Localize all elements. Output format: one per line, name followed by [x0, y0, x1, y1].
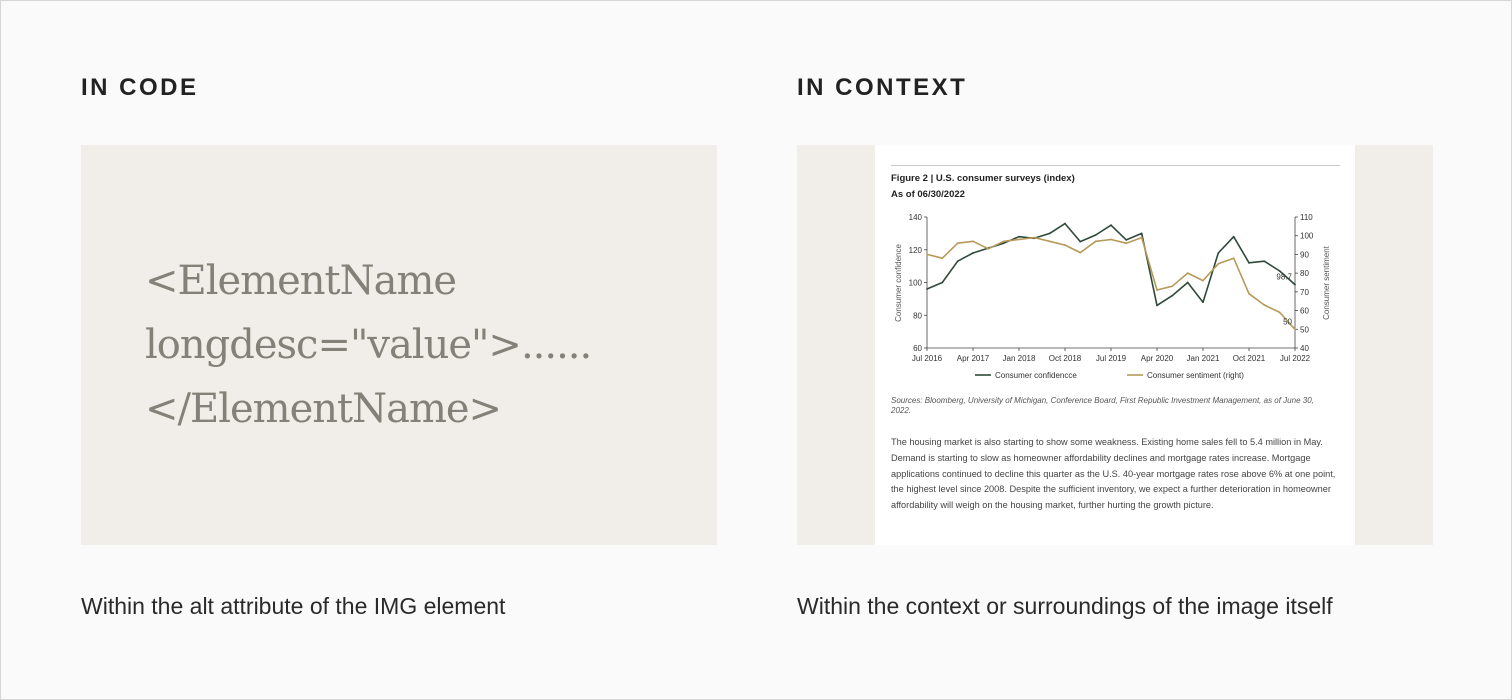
data-point — [1263, 260, 1265, 262]
x-tick-label: Oct 2018 — [1048, 354, 1082, 363]
data-point — [1003, 240, 1005, 242]
body-paragraph: The housing market is also starting to show some weakness. Existing home sales fell to 5.4 million in May. Demand is starting to slow as homeowner affordability declines and mortgage rates increase. Mortgage applications continued to decline this quarter as the U.S. 40-year mortgage rates rose above 6% at one point, the highest level since 2008. Despite the sufficient inventory, we expect a further deterioration in homeowner affordability will weigh on the housing market, further hurting the growth picture. — [891, 437, 1336, 511]
x-tick-label: Apr 2020 — [1140, 354, 1174, 363]
data-point — [1049, 240, 1051, 242]
data-point — [1279, 312, 1281, 314]
in-code-caption: Within the alt attribute of the IMG element — [81, 593, 506, 619]
data-point — [1095, 234, 1097, 236]
context-panel — [797, 145, 1433, 545]
y2-tick-label: 60 — [1300, 306, 1309, 316]
data-point — [1141, 237, 1143, 239]
in-code-heading: IN CODE — [81, 74, 199, 101]
data-point — [1125, 239, 1127, 241]
data-point — [1064, 244, 1066, 246]
data-point — [1171, 295, 1173, 297]
data-point — [1156, 289, 1158, 291]
x-tick-label: Oct 2021 — [1232, 354, 1266, 363]
x-tick-label: Apr 2017 — [956, 354, 990, 363]
y2-tick-label: 40 — [1300, 344, 1309, 353]
y-tick-label: 100 — [908, 278, 922, 288]
x-tick-label: Jan 2021 — [1186, 354, 1220, 363]
data-point — [1110, 224, 1112, 226]
data-point — [972, 240, 974, 242]
data-point — [1033, 237, 1035, 239]
series-line-confidence — [927, 224, 1295, 306]
data-point — [1003, 242, 1005, 244]
data-point — [1018, 236, 1020, 238]
data-point — [1171, 285, 1173, 287]
data-point — [1064, 223, 1066, 225]
data-point — [1217, 252, 1219, 254]
chart-sources: Sources: Bloomberg, University of Michigan, Conference Board, First Republic Investment Management, as of June 30, 2022. — [891, 396, 1314, 415]
data-point — [1202, 280, 1204, 282]
figure-date: As of 06/30/2022 — [891, 189, 965, 200]
data-point — [972, 252, 974, 254]
y2-tick-label: 70 — [1300, 287, 1309, 297]
data-point — [1233, 257, 1235, 259]
data-point — [957, 242, 959, 244]
x-tick-label: Jul 2019 — [1095, 354, 1127, 363]
data-point — [1095, 240, 1097, 242]
series-end-label: 98.7 — [1276, 272, 1292, 282]
y-tick-label: 60 — [913, 344, 922, 353]
data-point — [1202, 301, 1204, 303]
data-point — [1079, 241, 1081, 243]
data-point — [926, 254, 928, 256]
y2-tick-label: 50 — [1300, 325, 1309, 335]
data-point — [926, 288, 928, 290]
data-point — [941, 257, 943, 259]
x-tick-label: Jul 2016 — [911, 354, 943, 363]
y-tick-label: 140 — [908, 213, 922, 222]
data-point — [1156, 305, 1158, 307]
data-point — [1141, 232, 1143, 234]
figure-title: Figure 2 | U.S. consumer surveys (index) — [891, 173, 1075, 184]
data-point — [1187, 282, 1189, 284]
data-point — [1248, 262, 1250, 264]
data-point — [1049, 232, 1051, 234]
data-point — [987, 248, 989, 250]
y2-axis-label: Consumer sentiment — [1322, 246, 1331, 320]
y2-tick-label: 100 — [1300, 231, 1314, 241]
series-line-sentiment — [927, 238, 1295, 330]
data-point — [1079, 252, 1081, 254]
top-rule — [891, 165, 1340, 166]
code-panel — [81, 145, 717, 545]
in-context-heading: IN CONTEXT — [797, 74, 968, 101]
code-line-attr: longdesc="value">...... — [145, 322, 592, 368]
series-end-label: 50 — [1283, 317, 1292, 327]
data-point — [1125, 242, 1127, 244]
code-line-open: <ElementName — [145, 258, 457, 304]
data-point — [941, 282, 943, 284]
legend-label: Consumer sentiment (right) — [1147, 371, 1244, 380]
data-point — [957, 260, 959, 262]
data-point — [1187, 272, 1189, 274]
data-point — [1294, 328, 1296, 330]
consumer-survey-chart — [875, 205, 1355, 395]
data-point — [1018, 239, 1020, 241]
data-point — [1294, 284, 1296, 286]
y-tick-label: 120 — [908, 245, 922, 255]
y-axis-label: Consumer confidence — [894, 244, 903, 322]
data-point — [1217, 263, 1219, 265]
data-point — [1233, 236, 1235, 238]
in-context-caption: Within the context or surroundings of the image itself — [797, 593, 1333, 619]
document-page — [875, 145, 1355, 545]
legend-label: Consumer confidencce — [995, 371, 1077, 380]
code-sample — [145, 249, 591, 441]
data-point — [1248, 293, 1250, 295]
code-line-close: </ElementName> — [145, 386, 502, 432]
y2-tick-label: 110 — [1300, 213, 1313, 222]
data-point — [1263, 304, 1265, 306]
x-tick-label: Jan 2018 — [1002, 354, 1036, 363]
y-tick-label: 80 — [913, 311, 922, 321]
y2-tick-label: 80 — [1300, 269, 1309, 279]
data-point — [1110, 239, 1112, 241]
y2-tick-label: 90 — [1300, 250, 1309, 260]
x-tick-label: Jul 2022 — [1279, 354, 1311, 363]
